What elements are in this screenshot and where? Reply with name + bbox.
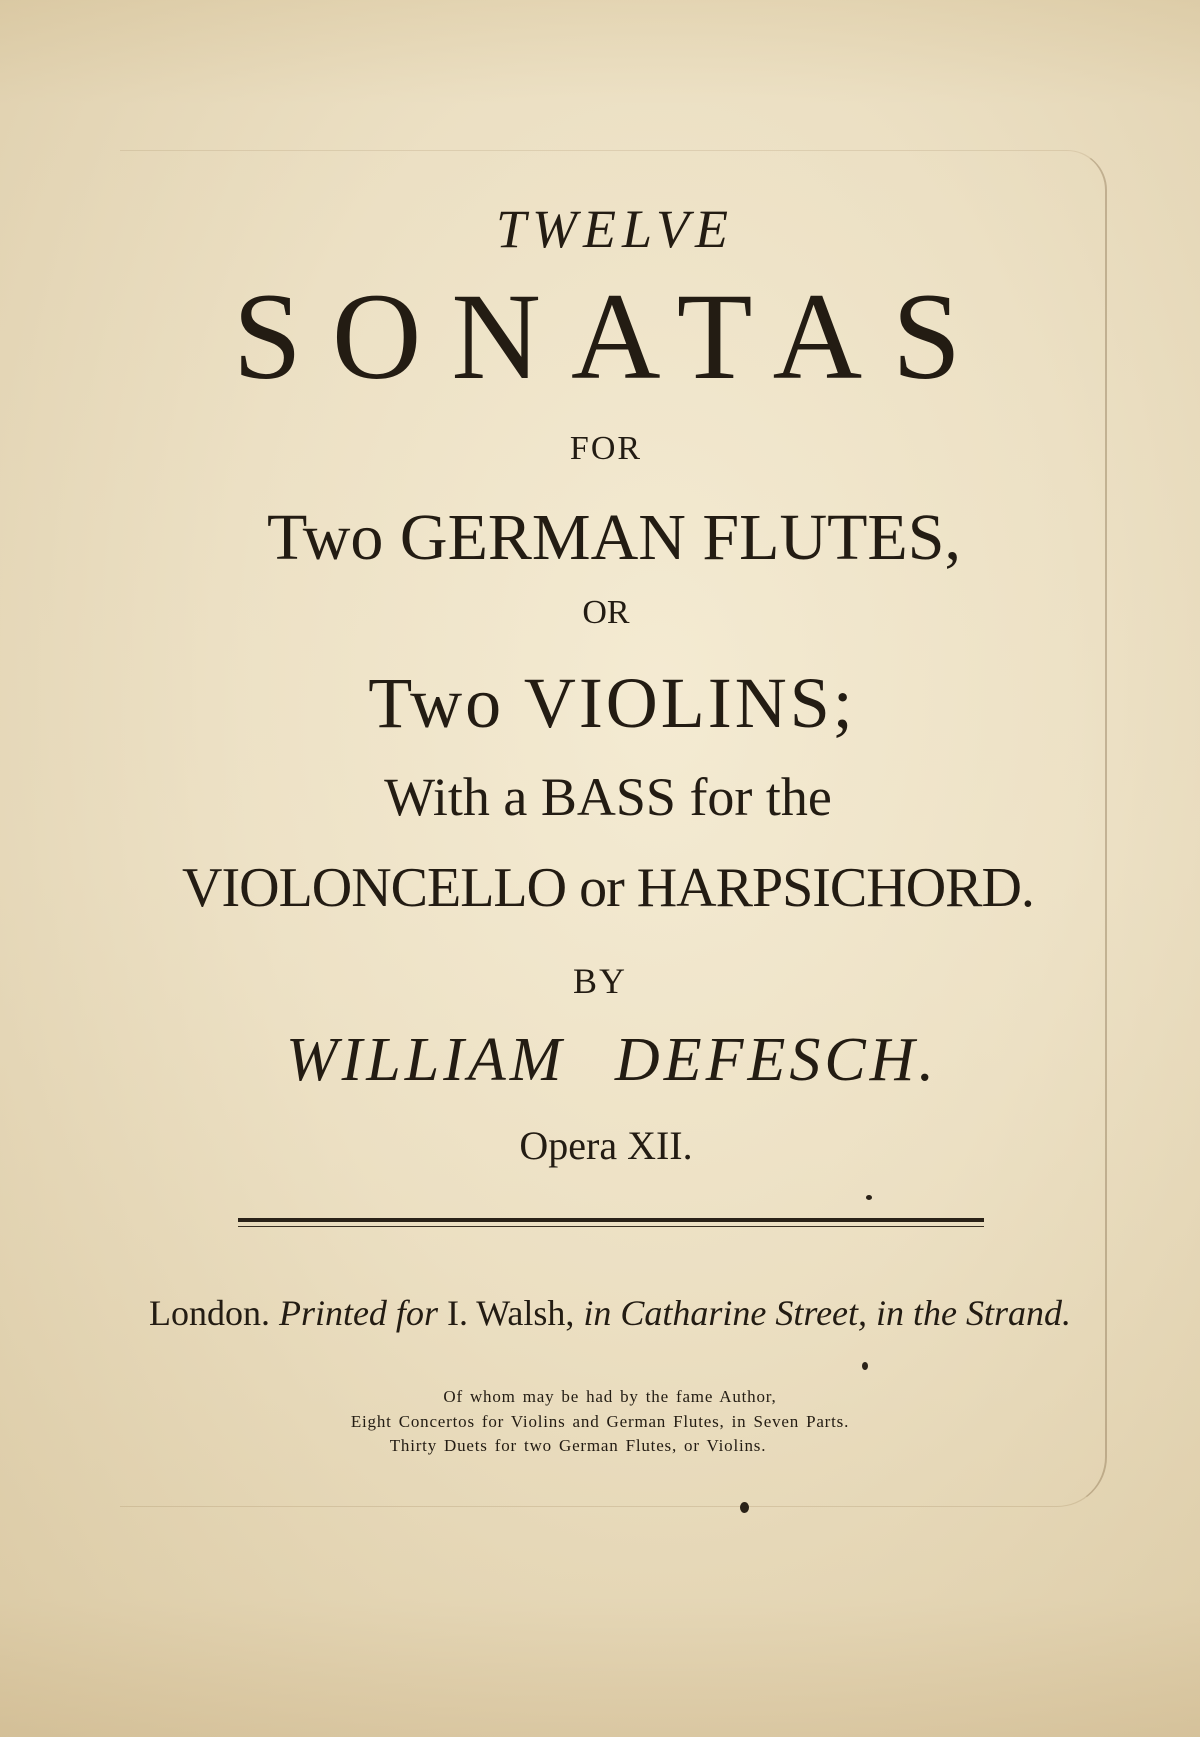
notice-line-3: Thirty Duets for two German Flutes, or Violins. xyxy=(389,1436,767,1455)
title-or: OR xyxy=(582,594,630,631)
imprint-printed-for: Printed for xyxy=(278,1293,438,1333)
title-for: FOR xyxy=(569,430,643,467)
imprint-address: in Catharine Street, in the Strand. xyxy=(583,1293,1072,1333)
notice-line-1: Of whom may be had by the fame Author, xyxy=(443,1387,777,1406)
imprint-line xyxy=(10,1292,1200,1334)
title-sonatas: SONATAS xyxy=(232,268,992,405)
ink-speck xyxy=(866,1195,872,1200)
title-bass: With a BASS for the xyxy=(384,767,832,827)
opus-number: Opera XII. xyxy=(519,1123,693,1168)
title-flutes: Two GERMAN FLUTES, xyxy=(267,501,961,574)
imprint-city: London. xyxy=(148,1293,270,1333)
ink-blot xyxy=(740,1502,749,1513)
title-violins: Two VIOLINS; xyxy=(368,663,856,743)
title-twelve: TWELVE xyxy=(496,199,734,259)
title-instruments: VIOLONCELLO or HARPSICHORD. xyxy=(182,857,1034,919)
ink-speck xyxy=(862,1362,868,1370)
author-name: WILLIAM DEFESCH. xyxy=(286,1026,938,1094)
notice-line-2: Eight Concertos for Violins and German Flutes, in Seven Parts. xyxy=(350,1412,850,1431)
title-by: BY xyxy=(572,961,627,1001)
imprint-printer: I. Walsh, xyxy=(446,1293,575,1333)
